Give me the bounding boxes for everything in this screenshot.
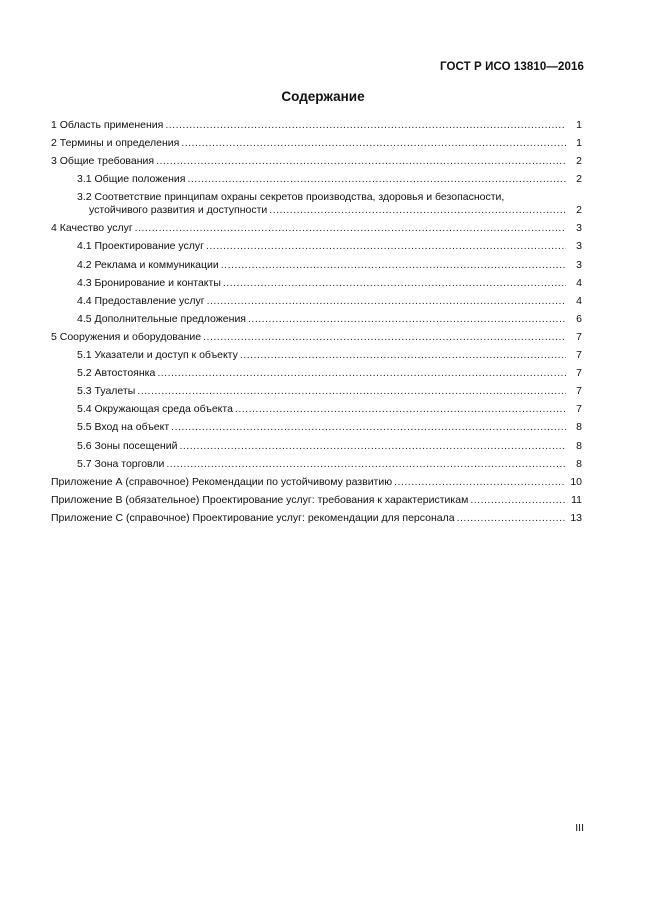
- toc-entry-appendix-c[interactable]: [51, 512, 582, 530]
- toc-entry-text: 5.3 Туалеты: [77, 385, 136, 398]
- dot-leader: [223, 277, 566, 290]
- page-number: III: [575, 822, 584, 834]
- toc-entry-text: 3 Общие требования: [51, 155, 155, 168]
- dot-leader: [135, 222, 566, 235]
- toc-entry-3[interactable]: [51, 155, 582, 173]
- toc-entry-appendix-b[interactable]: [51, 494, 582, 512]
- dot-leader: [181, 137, 566, 150]
- toc-entry-text: Приложение В (обязательное) Проектирование услуг: требования к характеристикам: [51, 493, 469, 506]
- dot-leader: [457, 512, 566, 525]
- toc-entry-text: 5.7 Зона торговли: [77, 457, 165, 470]
- toc-entry-4-1[interactable]: [51, 240, 582, 258]
- toc-entry-page: 8: [576, 439, 582, 452]
- toc-entry-text: 3.2 Соответствие принципам охраны секретов производства, здоровья и безопасности,: [77, 191, 505, 204]
- dot-leader: [157, 367, 566, 380]
- toc-entry-text: 5.1 Указатели и доступ к объекту: [77, 349, 238, 362]
- toc-entry-5-6[interactable]: [51, 440, 582, 458]
- dot-leader: [166, 458, 566, 471]
- toc-entry-page: 7: [576, 403, 582, 416]
- toc-entry-page: 4: [576, 294, 582, 307]
- doc-code: ГОСТ Р ИСО 13810—2016: [439, 61, 584, 73]
- dot-leader: [248, 313, 566, 326]
- toc-entry-4-5[interactable]: [51, 313, 582, 331]
- dot-leader: [240, 349, 566, 362]
- toc-entry-5-4[interactable]: [51, 403, 582, 421]
- page-title: Содержание: [281, 89, 365, 104]
- dot-leader: [269, 204, 566, 217]
- toc-entry-page: 7: [576, 330, 582, 343]
- dot-leader: [179, 440, 566, 453]
- dot-leader: [470, 494, 566, 507]
- toc-entry-page: 3: [576, 240, 582, 253]
- toc-entry-text: 5.6 Зоны посещений: [77, 439, 178, 452]
- toc-entry-page: 7: [576, 367, 582, 380]
- dot-leader: [206, 240, 566, 253]
- table-of-contents: [51, 119, 582, 530]
- dot-leader: [221, 259, 566, 272]
- toc-entry-text: 4.5 Дополнительные предложения: [77, 312, 246, 325]
- toc-entry-text: 4.1 Проектирование услуг: [77, 240, 204, 253]
- toc-entry-text: 5 Сооружения и оборудование: [51, 330, 202, 343]
- toc-entry-5-2[interactable]: [51, 367, 582, 385]
- toc-entry-5-5[interactable]: [51, 421, 582, 439]
- toc-entry-4-2[interactable]: [51, 259, 582, 277]
- toc-entry-4-4[interactable]: [51, 295, 582, 313]
- toc-entry-text: 3.1 Общие положения: [77, 173, 186, 186]
- toc-entry-5[interactable]: [51, 331, 582, 349]
- toc-entry-text: 4.3 Бронирование и контакты: [77, 276, 221, 289]
- toc-entry-2[interactable]: [51, 137, 582, 155]
- toc-entry-page: 2: [576, 173, 582, 186]
- dot-leader: [187, 173, 566, 186]
- toc-entry-text-continued: устойчивого развития и доступности: [89, 204, 268, 217]
- toc-entry-text: 5.2 Автостоянка: [77, 367, 156, 380]
- toc-entry-appendix-a[interactable]: [51, 476, 582, 494]
- toc-entry-5-3[interactable]: [51, 385, 582, 403]
- toc-entry-page: 10: [570, 475, 582, 488]
- dot-leader: [156, 155, 566, 168]
- toc-entry-5-7[interactable]: [51, 458, 582, 476]
- toc-entry-3-2[interactable]: [51, 191, 582, 222]
- toc-entry-text: 5.5 Вход на объект: [77, 421, 170, 434]
- toc-entry-text: 2 Термины и определения: [51, 137, 180, 150]
- toc-entry-3-1[interactable]: [51, 173, 582, 191]
- toc-entry-page: 1: [576, 119, 582, 131]
- dot-leader: [394, 476, 566, 489]
- toc-entry-page: 8: [576, 421, 582, 434]
- toc-entry-page: 7: [576, 349, 582, 362]
- toc-entry-1[interactable]: [51, 119, 582, 137]
- toc-entry-5-1[interactable]: [51, 349, 582, 367]
- dot-leader: [137, 385, 566, 398]
- toc-entry-text: Приложение С (справочное) Проектирование услуг: рекомендации для персонала: [51, 511, 455, 524]
- toc-entry-page: 3: [576, 258, 582, 271]
- toc-entry-text: 4.2 Реклама и коммуникации: [77, 258, 219, 271]
- toc-entry-page: 8: [576, 457, 582, 470]
- toc-entry-page: 11: [571, 493, 582, 506]
- toc-entry-text: Приложение А (справочное) Рекомендации по устойчивому развитию: [51, 475, 393, 488]
- dot-leader: [171, 421, 566, 434]
- toc-entry-page: 2: [576, 204, 582, 217]
- toc-entry-text: 4 Качество услуг: [51, 222, 133, 235]
- dot-leader: [207, 295, 566, 308]
- toc-entry-page: 4: [576, 276, 582, 289]
- dot-leader: [235, 403, 566, 416]
- dot-leader: [165, 119, 566, 132]
- dot-leader: [203, 331, 566, 344]
- toc-entry-text: 1 Область применения: [51, 119, 164, 131]
- toc-entry-4-3[interactable]: [51, 277, 582, 295]
- toc-entry-page: 13: [570, 511, 582, 524]
- toc-entry-page: 7: [576, 385, 582, 398]
- toc-entry-page: 1: [576, 137, 582, 150]
- toc-entry-4[interactable]: [51, 222, 582, 240]
- toc-entry-text: 5.4 Окружающая среда объекта: [77, 403, 233, 416]
- toc-entry-page: 6: [576, 312, 582, 325]
- toc-entry-text: 4.4 Предоставление услуг: [77, 294, 205, 307]
- toc-entry-page: 2: [576, 155, 582, 168]
- toc-entry-page: 3: [576, 222, 582, 235]
